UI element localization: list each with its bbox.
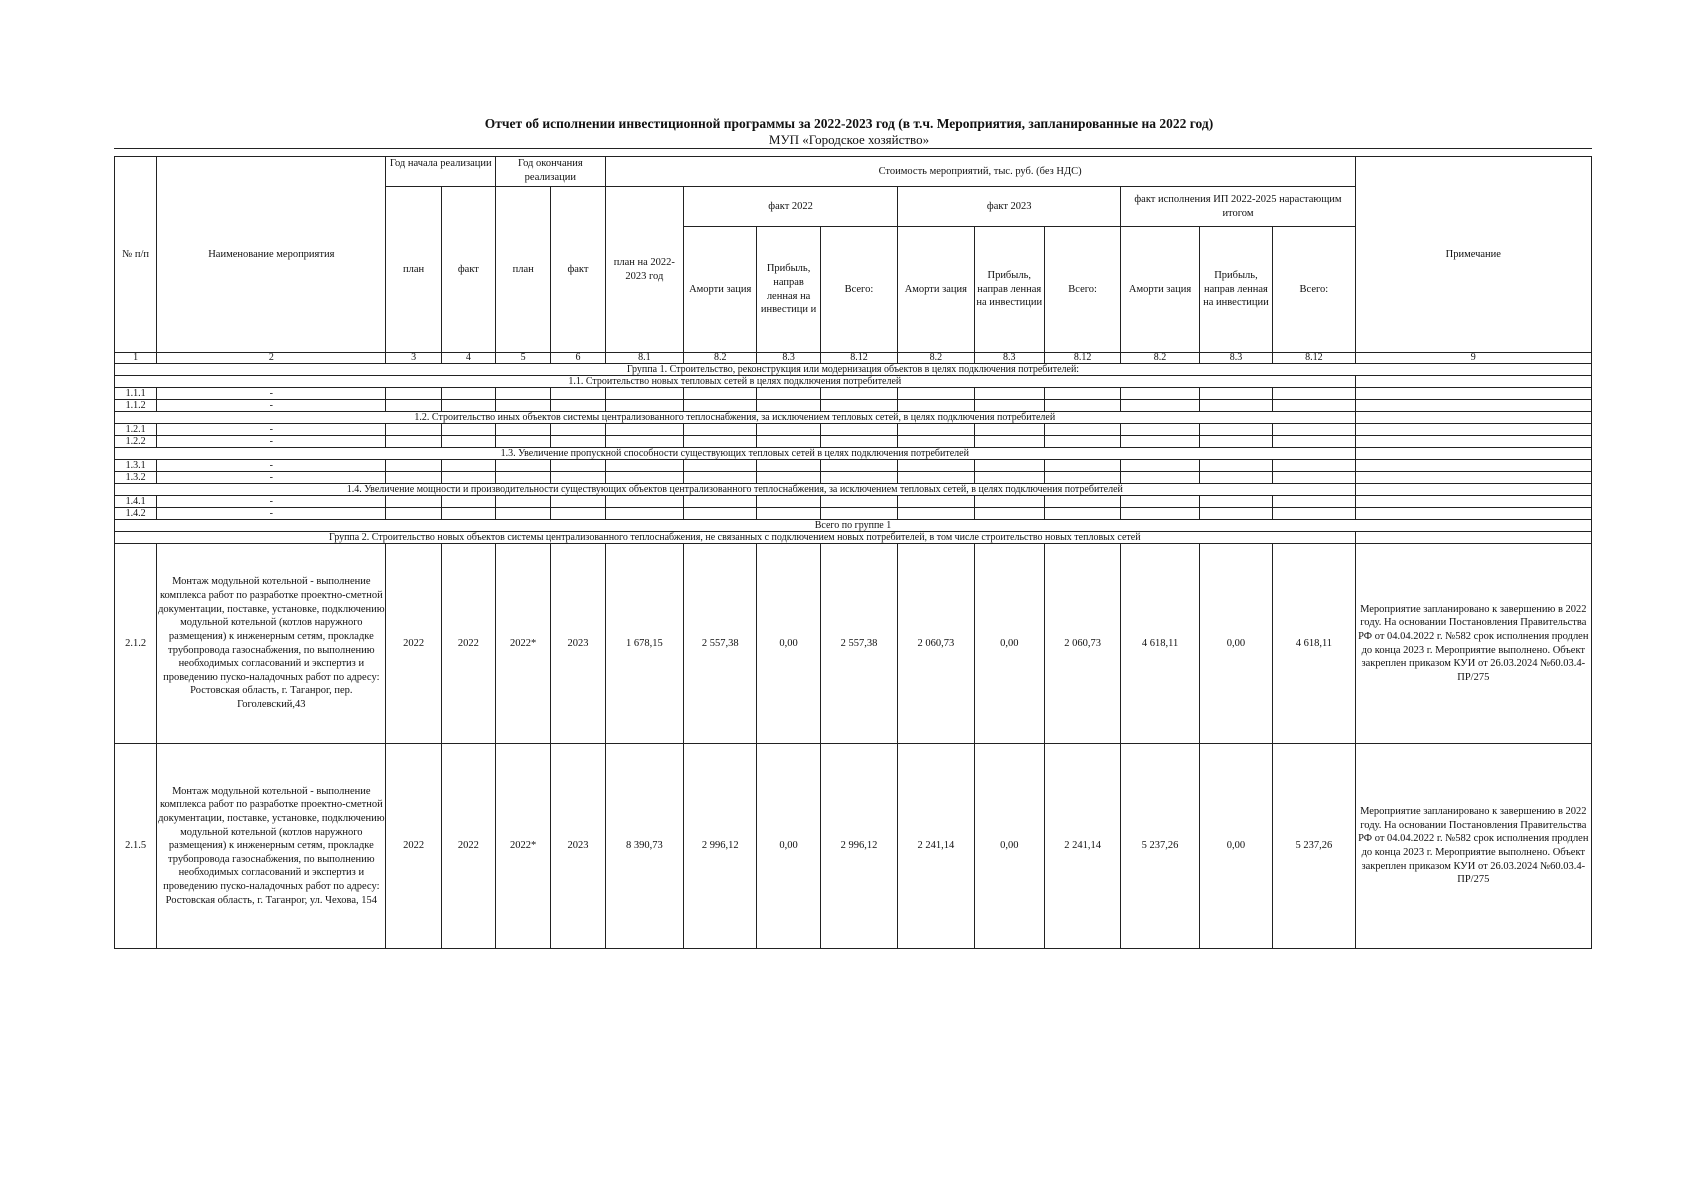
row-dash: - (157, 424, 386, 436)
row-dash: - (157, 472, 386, 484)
section-1-1-title: 1.1. Строительство новых тепловых сетей в целях подключения потребителей (115, 376, 1356, 388)
col-number: 9 (1355, 353, 1591, 364)
start-fact-cell: 2022 (441, 544, 495, 744)
fact-2023-total-cell: 2 241,14 (1044, 744, 1120, 949)
start-fact-cell: 2022 (441, 744, 495, 949)
table-row (115, 496, 1592, 508)
col-number: 3 (386, 353, 441, 364)
col-number: 8.2 (1121, 353, 1199, 364)
start-plan-cell: 2022 (386, 544, 441, 744)
col-number: 8.2 (898, 353, 974, 364)
table-row (115, 544, 1592, 744)
col-header-start-fact: факт (441, 187, 495, 353)
fact-2023-profit-cell: 0,00 (974, 544, 1044, 744)
table-row (115, 388, 1592, 400)
group-1-title: Группа 1. Строительство, реконструкция или модернизация объектов в целях подключения потребителей: (115, 364, 1592, 376)
section-heading-row (115, 484, 1592, 496)
fact-2022-amort-cell: 2 996,12 (684, 744, 757, 949)
col-header-note: Примечание (1355, 157, 1591, 353)
col-header-f22-profit: Прибыль, направ ленная на инвестици и (757, 227, 820, 353)
col-number: 8.3 (1199, 353, 1272, 364)
group-1-heading-row (115, 364, 1592, 376)
col-header-fact-2022: факт 2022 (684, 187, 898, 227)
row-dash: - (157, 496, 386, 508)
report-title: Отчет об исполнении инвестиционной программы за 2022-2023 год (в т.ч. Мероприятия, запланированные на 2022 год) (484, 116, 1214, 131)
ip-amort-cell: 4 618,11 (1121, 544, 1199, 744)
col-number: 1 (115, 353, 157, 364)
col-number: 8.12 (1044, 353, 1120, 364)
row-dash: - (157, 400, 386, 412)
fact-2023-amort-cell: 2 241,14 (898, 744, 974, 949)
start-plan-cell: 2022 (386, 744, 441, 949)
col-header-fact-ip: факт исполнения ИП 2022-2025 нарастающим итогом (1121, 187, 1355, 227)
activity-name: Монтаж модульной котельной - выполнение комплекса работ по разработке проектно-сметной документации, поставке, установке, подключению модульной котельной (котлов наружного размещения) к инженерным сетям, прокладке трубопровода газоснабжения, по выполнению необходимых согласований и экспертиз и проведению пуско-наладочных работ по адресу: Ростовская область, г. Таганрог, пер. Гоголевский,43 (157, 544, 386, 744)
row-number: 2.1.5 (115, 744, 157, 949)
table-row (115, 508, 1592, 520)
row-number: 1.4.2 (115, 508, 157, 520)
group-1-total-label: Всего по группе 1 (115, 520, 1592, 532)
col-header-start-plan: план (386, 187, 441, 353)
end-plan-cell: 2022* (496, 544, 551, 744)
col-number: 6 (551, 353, 605, 364)
fact-2022-profit-cell: 0,00 (757, 744, 820, 949)
activity-name: Монтаж модульной котельной - выполнение комплекса работ по разработке проектно-сметной документации, поставке, установке, подключению модульной котельной (котлов наружного размещения) к инженерным сетям, прокладке трубопровода газоснабжения, по выполнению необходимых согласований и экспертиз и проведению пуско-наладочных работ по адресу: Ростовская область, г. Таганрог, ул. Чехова, 154 (157, 744, 386, 949)
fact-2023-total-cell: 2 060,73 (1044, 544, 1120, 744)
section-1-2-title: 1.2. Строительство иных объектов системы централизованного теплоснабжения, за исключением тепловых сетей, в целях подключения потребителей (115, 412, 1356, 424)
col-header-no: № п/п (115, 157, 157, 353)
ip-amort-cell: 5 237,26 (1121, 744, 1199, 949)
col-header-end-fact: факт (551, 187, 605, 353)
col-header-end-plan: план (496, 187, 551, 353)
section-1-3-title: 1.3. Увеличение пропускной способности существующих тепловых сетей в целях подключения потребителей (115, 448, 1356, 460)
col-header-plan-2022-2023: план на 2022-2023 год (605, 187, 683, 353)
title-underline (114, 148, 1592, 149)
group-2-title: Группа 2. Строительство новых объектов системы централизованного теплоснабжения, не связанных с подключением новых потребителей, в том числе строительство новых тепловых сетей (115, 532, 1356, 544)
col-number: 5 (496, 353, 551, 364)
group-1-total-row (115, 520, 1592, 532)
fact-2022-profit-cell: 0,00 (757, 544, 820, 744)
group-2-heading-row (115, 532, 1592, 544)
col-header-f22-amort: Аморти зация (684, 227, 757, 353)
col-header-f22-total: Всего: (820, 227, 897, 353)
row-number: 2.1.2 (115, 544, 157, 744)
table-row (115, 744, 1592, 949)
table-row (115, 472, 1592, 484)
row-dash: - (157, 388, 386, 400)
col-header-ip-profit: Прибыль, направ ленная на инвестиции (1199, 227, 1272, 353)
plan-cost-cell: 8 390,73 (605, 744, 683, 949)
end-fact-cell: 2023 (551, 544, 605, 744)
row-number: 1.1.2 (115, 400, 157, 412)
fact-2022-amort-cell: 2 557,38 (684, 544, 757, 744)
col-header-f23-amort: Аморти зация (898, 227, 974, 353)
investment-program-table (114, 156, 1592, 949)
col-number: 2 (157, 353, 386, 364)
col-header-end-year: Год окончания реализации (496, 157, 606, 187)
col-header-cost: Стоимость мероприятий, тыс. руб. (без НДС) (605, 157, 1355, 187)
table-row (115, 400, 1592, 412)
fact-2023-profit-cell: 0,00 (974, 744, 1044, 949)
row-dash: - (157, 460, 386, 472)
column-number-row (115, 353, 1592, 364)
col-number: 8.2 (684, 353, 757, 364)
row-number: 1.3.2 (115, 472, 157, 484)
row-number: 1.4.1 (115, 496, 157, 508)
end-fact-cell: 2023 (551, 744, 605, 949)
note-cell: Мероприятие запланировано к завершению в 2022 году. На основании Постановления Правительства РФ от 04.04.2022 г. №582 срок исполнения продлен до конца 2023 г. Мероприятие выполнено. Объект закреплен приказом КУИ от 26.03.2024 №60.03.4-ПР/275 (1355, 544, 1591, 744)
ip-total-cell: 4 618,11 (1273, 544, 1355, 744)
section-heading-row (115, 412, 1592, 424)
end-plan-cell: 2022* (496, 744, 551, 949)
header-row-1 (115, 157, 1592, 187)
ip-profit-cell: 0,00 (1199, 544, 1272, 744)
section-heading-row (115, 376, 1592, 388)
col-number: 8.3 (757, 353, 820, 364)
col-header-f23-total: Всего: (1044, 227, 1120, 353)
col-number: 4 (441, 353, 495, 364)
col-header-fact-2023: факт 2023 (898, 187, 1121, 227)
col-number: 8.3 (974, 353, 1044, 364)
fact-2023-amort-cell: 2 060,73 (898, 544, 974, 744)
fact-2022-total-cell: 2 557,38 (820, 544, 897, 744)
table-row (115, 424, 1592, 436)
row-number: 1.3.1 (115, 460, 157, 472)
row-number: 1.2.2 (115, 436, 157, 448)
section-heading-row (115, 448, 1592, 460)
col-number: 8.12 (1273, 353, 1355, 364)
col-header-f23-profit: Прибыль, направ ленная на инвестиции (974, 227, 1044, 353)
note-cell: Мероприятие запланировано к завершению в 2022 году. На основании Постановления Правительства РФ от 04.04.2022 г. №582 срок исполнения продлен до конца 2023 г. Мероприятие выполнено. Объект закреплен приказом КУИ от 26.03.2024 №60.03.4-ПР/275 (1355, 744, 1591, 949)
table-row (115, 436, 1592, 448)
col-header-name: Наименование мероприятия (157, 157, 386, 353)
ip-total-cell: 5 237,26 (1273, 744, 1355, 949)
table-row (115, 460, 1592, 472)
fact-2022-total-cell: 2 996,12 (820, 744, 897, 949)
col-header-ip-total: Всего: (1273, 227, 1355, 353)
col-number: 8.1 (605, 353, 683, 364)
plan-cost-cell: 1 678,15 (605, 544, 683, 744)
organization-name: МУП «Городское хозяйство» (768, 132, 930, 147)
section-1-4-title: 1.4. Увеличение мощности и производительности существующих объектов централизованного теплоснабжения, за исключением тепловых сетей, в целях подключения потребителей (115, 484, 1356, 496)
row-number: 1.1.1 (115, 388, 157, 400)
col-header-ip-amort: Аморти зация (1121, 227, 1199, 353)
row-dash: - (157, 436, 386, 448)
col-number: 8.12 (820, 353, 897, 364)
ip-profit-cell: 0,00 (1199, 744, 1272, 949)
row-dash: - (157, 508, 386, 520)
col-header-start-year: Год начала реализации (386, 157, 496, 187)
row-number: 1.2.1 (115, 424, 157, 436)
